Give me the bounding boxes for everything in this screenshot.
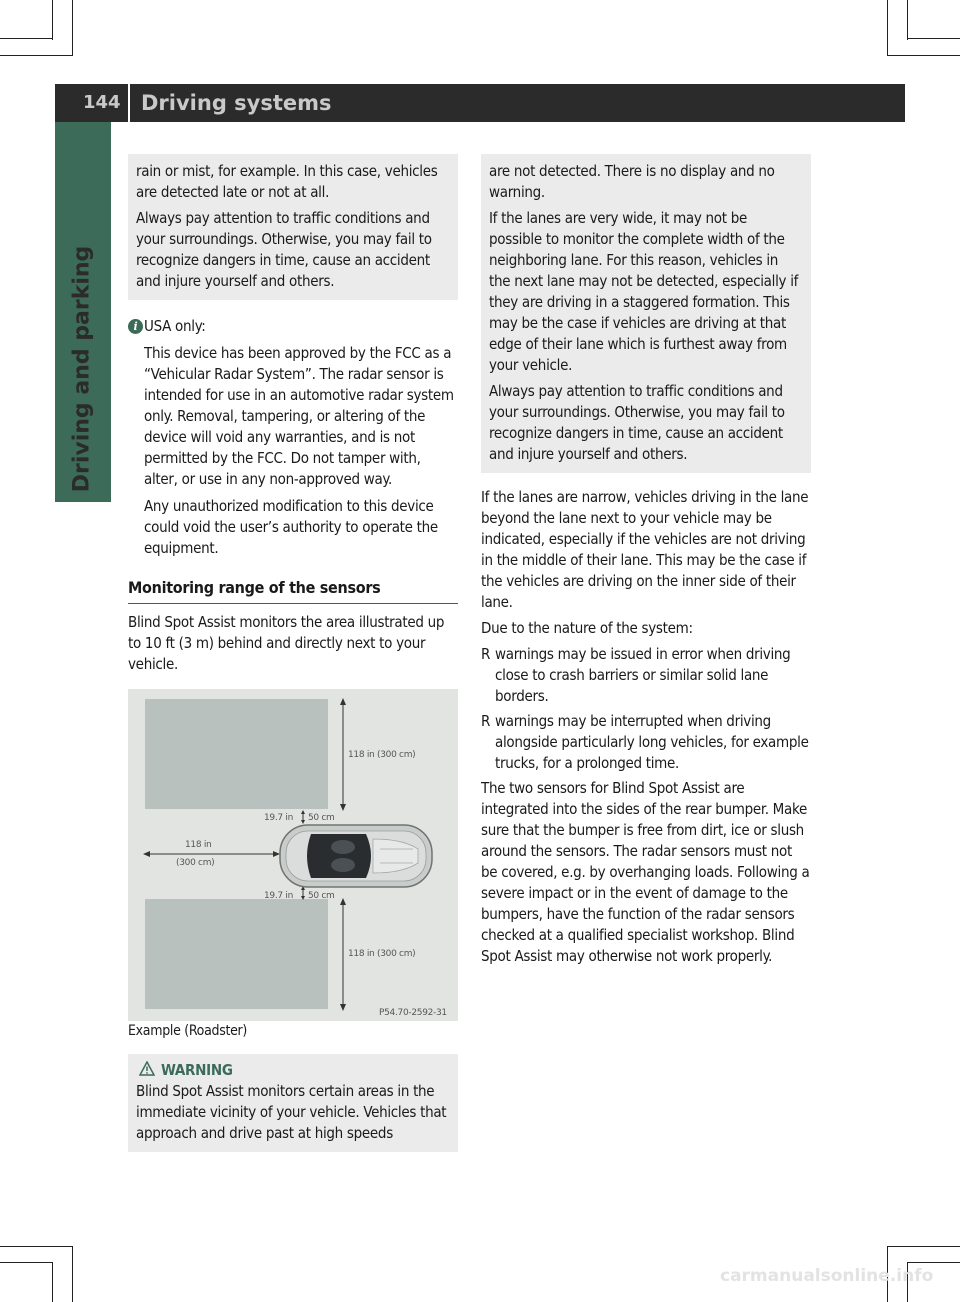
chapter-tab-label: Driving and parking [69, 245, 95, 493]
arrow-head [143, 851, 150, 857]
warning-paragraph: are not detected. There is no display and no warning. [489, 162, 775, 201]
crop-mark [0, 38, 52, 39]
crop-mark [52, 0, 53, 40]
lower-zone [145, 899, 328, 1009]
info-note [128, 316, 458, 559]
warning-triangle-icon [139, 1061, 155, 1076]
bullet-marker: R [481, 712, 491, 730]
figure-code: P54.70-2592-31 [379, 1008, 447, 1018]
monitoring-diagram [128, 689, 458, 1021]
note-paragraph: This device has been approved by the FCC as a “Vehicular Radar System”. The radar sensor is intended for use in an automotive radar system only. Removal, tampering, or altering of the device will void any warranties, and is not permitted by the FCC. Do not tamper with, alter, or use in any non-approved way. [144, 344, 454, 488]
body-paragraph: Due to the nature of the system: [481, 619, 693, 637]
left-column [128, 154, 458, 1152]
list-item [481, 711, 811, 774]
intro-paragraph: Blind Spot Assist monitors the area illustrated up to 10 ft (3 m) behind and directly next to your vehicle. [128, 613, 445, 673]
body-paragraph: If the lanes are narrow, vehicles driving in the lane beyond the lane next to your vehicle may be indicated, especially if the vehicles are not driving in the middle of their lane. This may be the case if the vehicles are driving on the inner side of their lane. [481, 488, 809, 611]
lower-range-label: 118 in (300 cm) [348, 949, 416, 959]
warning-heading [136, 1060, 450, 1081]
section-title: Driving systems [141, 91, 332, 115]
rear-range-cm: (300 cm) [176, 858, 215, 868]
arrow-head [340, 1004, 346, 1011]
list-item [481, 644, 811, 707]
crop-mark [907, 0, 908, 40]
warning-paragraph: Always pay attention to traffic conditions and your surroundings. Otherwise, you may fail to recognize dangers in time, cause an accident and injure yourself and others. [489, 382, 785, 463]
upper-gap-cm: 50 cm [308, 813, 335, 823]
car-top-view [280, 825, 432, 887]
warning-text: Blind Spot Assist monitors certain areas in the immediate vicinity of your vehicle. Vehicles that approach and drive past at high speeds [136, 1082, 447, 1142]
header-divider [128, 84, 130, 122]
crop-mark [887, 1246, 960, 1247]
arrow-head [301, 810, 305, 814]
arrow-head [340, 698, 346, 705]
info-icon: i [128, 319, 143, 334]
figure-caption: Example (Roadster) [128, 1023, 248, 1039]
monitoring-range-figure [128, 689, 458, 1021]
list-item-text: warnings may be interrupted when driving alongside particularly long vehicles, for example trucks, for a prolonged time. [495, 712, 809, 772]
upper-gap-in: 19.7 in [264, 813, 294, 823]
arrow-head [273, 851, 280, 857]
warning-title: WARNING [161, 1061, 233, 1079]
crop-mark [72, 0, 73, 56]
note-paragraph: Any unauthorized modification to this device could void the user’s authority to operate the equipment. [144, 497, 438, 557]
section-heading: Monitoring range of the sensors [128, 577, 458, 604]
lower-gap-cm: 50 cm [308, 891, 335, 901]
bullet-list [481, 644, 811, 774]
warning-box [128, 1054, 458, 1152]
rear-range-in: 118 in [185, 840, 212, 850]
upper-zone [145, 699, 328, 809]
crop-mark [0, 1262, 52, 1263]
watermark: carmanualsonline.info [720, 1266, 934, 1286]
warning-continued-box [128, 154, 458, 300]
warning-paragraph: Always pay attention to traffic conditions and your surroundings. Otherwise, you may fail to recognize dangers in time, cause an accident and injure yourself and others. [136, 209, 432, 290]
crop-mark [887, 0, 888, 56]
crop-mark [0, 1246, 72, 1247]
arrow-head [340, 898, 346, 905]
crop-mark [52, 1262, 53, 1302]
list-item-text: warnings may be issued in error when driving close to crash barriers or similar solid lane borders. [495, 645, 791, 705]
crop-mark [887, 55, 960, 56]
lower-gap-in: 19.7 in [264, 891, 294, 901]
crop-mark [0, 55, 72, 56]
warning-paragraph: If the lanes are very wide, it may not be possible to monitor the complete width of the neighboring lane. For this reason, vehicles in the next lane may not be detected, especially if they are driving in a staggered formation. This may be the case if vehicles are driving at that edge of their lane which is furthest away from your vehicle. [489, 209, 799, 374]
crop-mark [72, 1246, 73, 1302]
upper-range-label: 118 in (300 cm) [348, 750, 416, 760]
crop-mark [907, 1262, 960, 1263]
page-number: 144 [83, 92, 121, 113]
warning-paragraph: rain or mist, for example. In this case, vehicles are detected late or not at all. [136, 162, 438, 201]
body-paragraph: The two sensors for Blind Spot Assist are integrated into the sides of the rear bumper. Make sure that the bumper is free from dirt, ice or slush around the sensors. The radar sensors must not be covered, e.g. by overhanging loads. Following a severe impact or in the event of damage to the bumpers, have the function of the radar sensors checked at a qualified specialist workshop. Blind Spot Assist may otherwise not work properly. [481, 779, 810, 965]
right-column [481, 154, 811, 972]
warning-continued-box [481, 154, 811, 473]
arrow-head [340, 804, 346, 811]
arrow-head [301, 820, 305, 824]
crop-mark [907, 38, 960, 39]
note-title: USA only: [144, 317, 206, 335]
bullet-marker: R [481, 645, 491, 663]
